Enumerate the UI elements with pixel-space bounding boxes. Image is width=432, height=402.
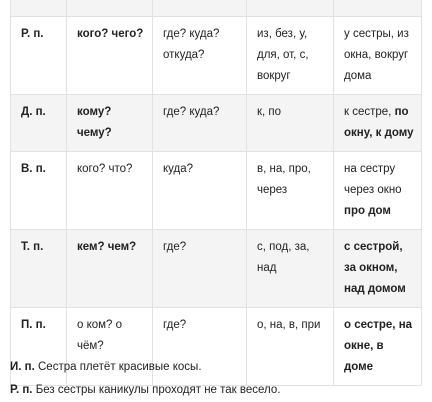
question-cell: кого? чего? xyxy=(67,17,153,95)
table-row xyxy=(11,152,422,230)
example-cell: с сестрой, за окном, над домом xyxy=(334,230,422,308)
example-cell xyxy=(334,95,422,152)
example-plain: к сестре, xyxy=(344,106,392,118)
case-cell: П. п. xyxy=(11,308,67,386)
example-line xyxy=(10,356,280,379)
example-sentence: Сестра плетёт красивые косы. xyxy=(38,361,202,373)
adverb-question-cell xyxy=(153,0,247,17)
table-row xyxy=(11,230,422,308)
table-row xyxy=(11,17,422,95)
case-cell: Д. п. xyxy=(11,95,67,152)
adverb-question-cell: где? куда? xyxy=(153,95,247,152)
case-table xyxy=(10,0,422,386)
example-cell xyxy=(334,152,422,230)
example-sentence: Без сестры каникулы проходят не так весело. xyxy=(35,384,281,396)
adverb-question-cell: где? xyxy=(153,308,247,386)
table-row xyxy=(11,0,422,17)
example-bold: по окну, к дому xyxy=(344,106,414,139)
question-cell: кого? что? xyxy=(67,152,153,230)
prepositions-cell: из, без, у, для, от, с, вокруг xyxy=(247,17,334,95)
table-row xyxy=(11,95,422,152)
example-cell: у сестры, из окна, вокруг дома xyxy=(334,17,422,95)
example-case-label: Р. п. xyxy=(10,384,33,396)
example-plain: на сестру через окно xyxy=(344,163,402,196)
question-cell: кем? чем? xyxy=(67,230,153,308)
prepositions-cell: в, на, про, через xyxy=(247,152,334,230)
question-cell: кому? чему? xyxy=(67,95,153,152)
example-cell xyxy=(334,0,422,17)
question-cell xyxy=(67,0,153,17)
prepositions-cell: с, под, за, над xyxy=(247,230,334,308)
case-cell: Р. п. xyxy=(11,17,67,95)
adverb-question-cell: где? xyxy=(153,230,247,308)
question-cell: о ком? о чём? xyxy=(67,308,153,386)
adverb-question-cell: где? куда? откуда? xyxy=(153,17,247,95)
example-case-label: И. п. xyxy=(10,361,35,373)
example-sentences xyxy=(10,356,280,402)
case-cell: В. п. xyxy=(11,152,67,230)
example-bold: про дом xyxy=(344,205,391,217)
prepositions-cell: к, по xyxy=(247,95,334,152)
prepositions-cell: о, на, в, при xyxy=(247,308,334,386)
prepositions-cell xyxy=(247,0,334,17)
example-cell: о сестре, на окне, в доме xyxy=(334,308,422,386)
case-cell xyxy=(11,0,67,17)
example-line xyxy=(10,379,280,402)
case-cell: Т. п. xyxy=(11,230,67,308)
adverb-question-cell: куда? xyxy=(153,152,247,230)
